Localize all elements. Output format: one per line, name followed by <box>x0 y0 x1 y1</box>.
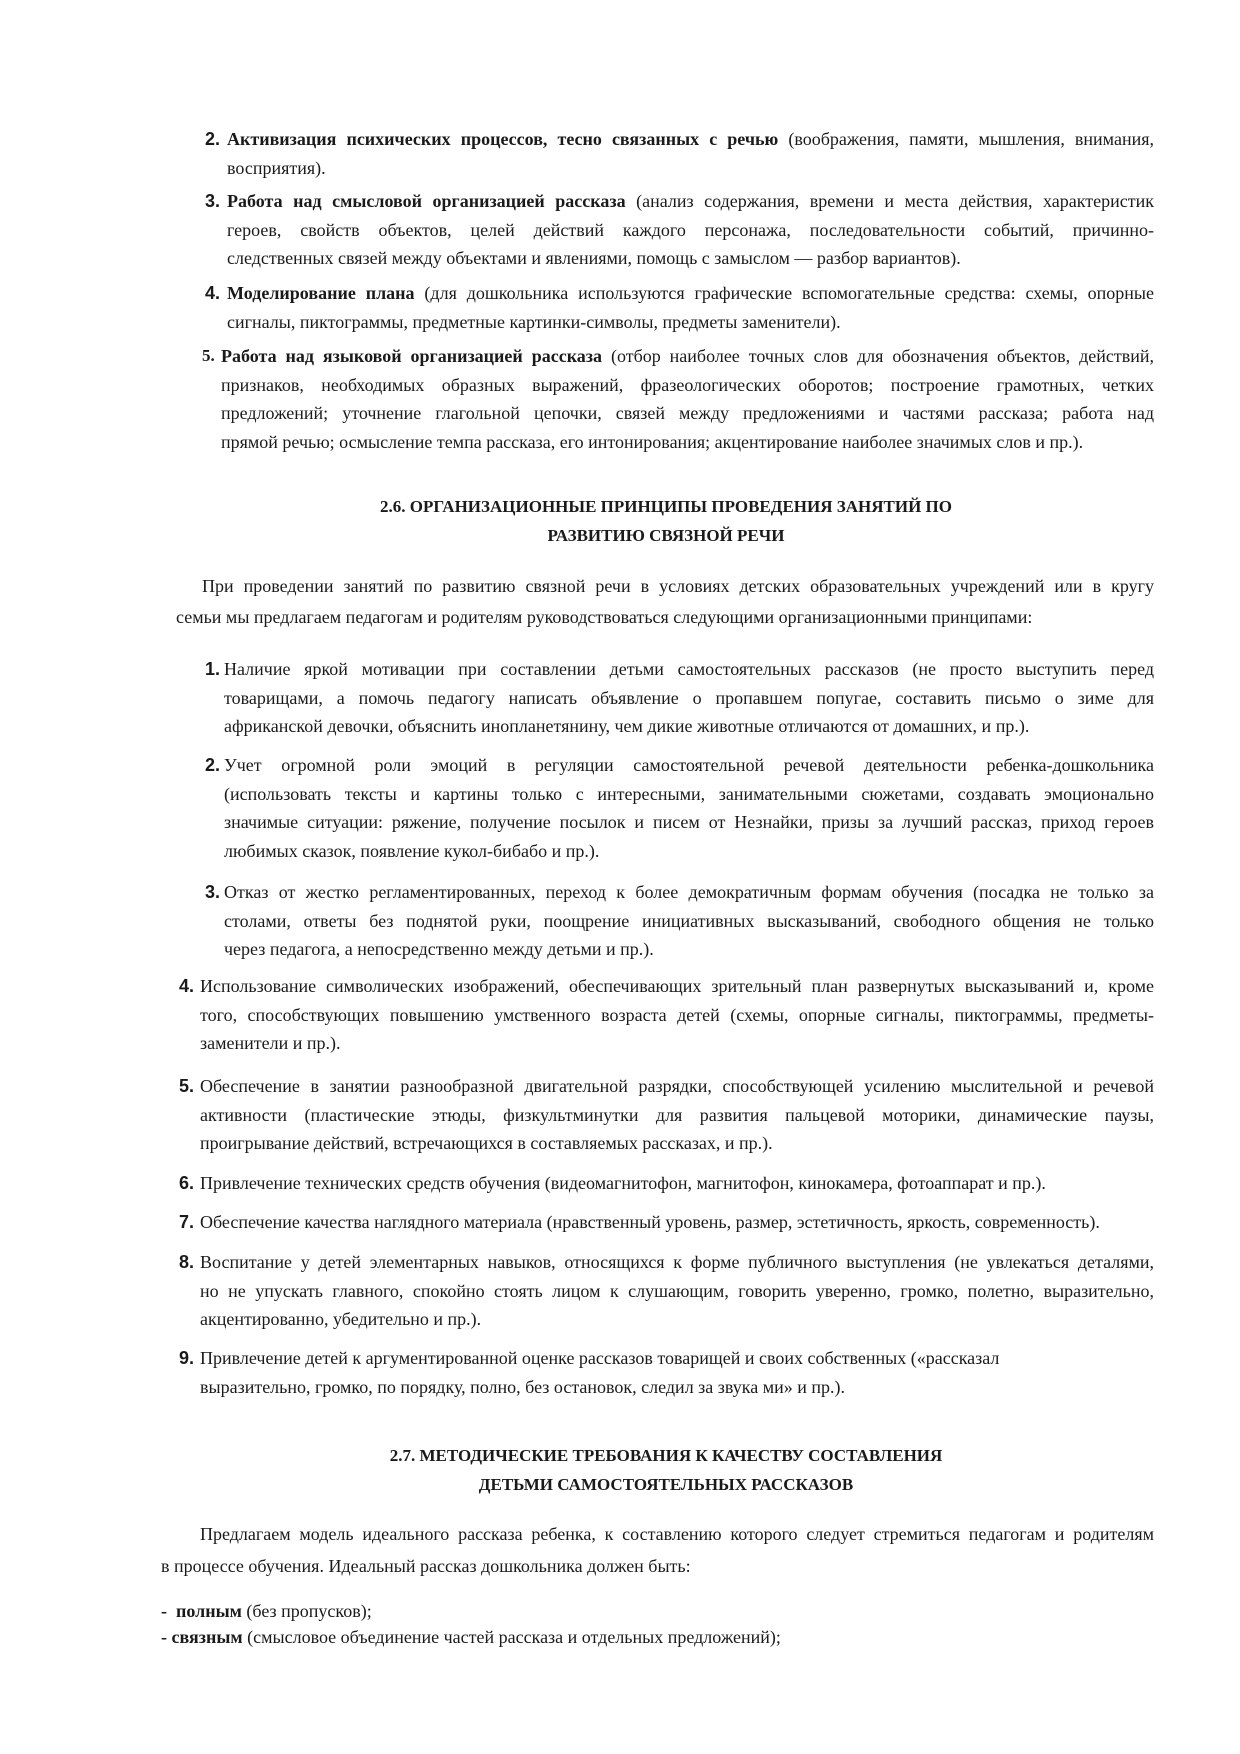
bold-lead: Моделирование плана <box>227 283 415 303</box>
text-line <box>200 1305 1154 1334</box>
list-number: 1. <box>205 659 221 679</box>
line-text: Привлечение детей к аргументированной оценке рассказов товарищей и своих собственных («рассказал <box>200 1348 1000 1368</box>
bullet-dash: - <box>161 1627 172 1647</box>
line-text: признаков, необходимых образных выражений, фразеологических оборотов; построение грамотных, четких <box>221 374 1154 395</box>
text-line <box>200 1101 1154 1130</box>
bullet-item <box>161 1623 781 1652</box>
list-number: 8. <box>179 1252 195 1272</box>
line-text: (отбор наиболее точных слов для обозначения объектов, действий, <box>602 346 1154 366</box>
line-text: Обеспечение качества наглядного материала (нравственный уровень, размер, эстетичность, яркость, современность). <box>200 1212 1100 1232</box>
text-line <box>224 878 1154 907</box>
list-number: 4. <box>205 283 221 303</box>
list-number: 3. <box>205 882 221 902</box>
text-line <box>227 244 1154 273</box>
text-line <box>224 907 1154 936</box>
list-item <box>179 972 1154 1058</box>
line-text: героев, свойств объектов, целей действий каждого персонажа, последовательности событий, причинно- <box>227 219 1154 240</box>
list-number: 9. <box>179 1348 195 1368</box>
line-text: Учет огромной роли эмоций в регуляции самостоятельной речевой деятельности ребенка-дошкольника <box>224 755 1154 775</box>
text-line <box>200 1248 1154 1277</box>
text-line <box>200 1373 1154 1402</box>
text-line <box>221 342 1154 371</box>
line-text: через педагога, а непосредственно между детьми и пр.). <box>224 939 654 959</box>
text-line <box>224 808 1154 837</box>
list-item <box>205 279 1154 336</box>
list-item <box>205 878 1154 964</box>
text-line <box>224 684 1154 713</box>
text-line <box>224 935 1154 964</box>
line-text: акцентированно, убедительно и пр.). <box>200 1309 482 1329</box>
bold-lead: Работа над языковой организацией рассказа <box>221 346 603 366</box>
list-item <box>179 1169 1154 1198</box>
list-item <box>205 187 1154 273</box>
line-text: Воспитание у детей элементарных навыков, относящихся к форме публичного выступления (не увлекаться деталями, <box>200 1252 1154 1272</box>
text-line <box>227 125 1154 154</box>
text-line <box>200 1344 1154 1373</box>
line-text: Привлечение технических средств обучения (видеомагнитофон, магнитофон, кинокамера, фотоаппарат и пр.). <box>200 1173 1046 1193</box>
list-item <box>205 751 1154 865</box>
line-text: Обеспечение в занятии разнообразной двигательной разрядки, способствующей усилению мыслительной и речевой <box>200 1076 1154 1096</box>
paragraph-line: При проведении занятий по развитию связной речи в условиях детских образовательных учреждений или в кругу <box>202 576 1154 596</box>
line-text: сигналы, пиктограммы, предметные картинки-символы, предметы заменители). <box>227 311 841 332</box>
bold-lead: Работа над смысловой организацией рассказа <box>227 191 626 211</box>
line-text: (для дошкольника используются графические вспомогательные средства: схемы, опорные <box>414 283 1154 303</box>
list-item <box>179 1344 1154 1401</box>
line-text: Отказ от жестко регламентированных, переход к более демократичным формам обучения (посадка не только за <box>224 882 1154 902</box>
list-number: 6. <box>179 1173 195 1193</box>
list-item <box>179 1208 1154 1237</box>
bullet-term: связным <box>171 1627 243 1647</box>
text-line <box>221 428 1154 457</box>
bullet-item <box>161 1597 372 1626</box>
bold-lead: Активизация психических процессов, тесно связанных с речью <box>227 129 779 149</box>
text-line <box>224 751 1154 780</box>
text-line <box>200 1072 1154 1101</box>
text-line <box>227 279 1154 308</box>
text-line <box>224 712 1154 741</box>
list-number: 2. <box>205 755 221 775</box>
line-text: Наличие яркой мотивации при составлении детьми самостоятельных рассказов (не просто выступить перед <box>224 659 1154 679</box>
bullet-text: (без пропусков); <box>241 1601 372 1621</box>
line-text: любимых сказок, появление кукол-бибабо и пр.). <box>224 840 600 861</box>
list-item <box>179 1072 1154 1158</box>
text-line <box>200 1208 1154 1237</box>
line-text: Использование символических изображений, обеспечивающих зрительный план развернутых высказываний и, кроме <box>200 976 1154 996</box>
text-line <box>200 1001 1154 1030</box>
list-number: 3. <box>205 191 221 211</box>
line-text: значимые ситуации: ряжение, получение посылок и писем от Незнайки, призы за лучший рассказ, приход героев <box>224 812 1154 832</box>
text-line <box>221 371 1154 400</box>
list-number: 2. <box>205 129 221 149</box>
text-line <box>227 308 1154 337</box>
section-heading: 2.7. МЕТОДИЧЕСКИЕ ТРЕБОВАНИЯ К КАЧЕСТВУ СОСТАВЛЕНИЯ <box>389 1446 943 1465</box>
line-text: проигрывание действий, встречающихся в составляемых рассказах, и пр.). <box>200 1133 773 1153</box>
list-item <box>205 655 1154 741</box>
text-line <box>227 187 1154 216</box>
text-line <box>227 154 1154 183</box>
line-text: (использовать тексты и картины только с интересными, занимательными сюжетами, создавать эмоционально <box>224 783 1154 804</box>
section-heading: 2.6. ОРГАНИЗАЦИОННЫЕ ПРИНЦИПЫ ПРОВЕДЕНИЯ ЗАНЯТИЙ ПО <box>379 497 952 516</box>
text-line <box>200 1129 1154 1158</box>
bullet-term: полным <box>176 1601 242 1621</box>
paragraph-line: Предлагаем модель идеального рассказа ребенка, к составлению которого следует стремиться педагогам и родителям <box>200 1524 1154 1544</box>
text-line <box>200 1277 1154 1306</box>
text-line <box>200 1169 1154 1198</box>
line-text: но не упускать главного, спокойно стоять лицом к слушающим, говорить уверенно, громко, полетно, выразительно, <box>200 1280 1154 1301</box>
list-item <box>179 1248 1154 1334</box>
text-line <box>200 972 1154 1001</box>
text-line <box>224 655 1154 684</box>
line-text: африканской девочки, объяснить инопланетянину, чем дикие животные отличаются от домашних, и пр.). <box>224 716 1030 736</box>
line-text: следственных связей между объектами и явлениями, помощь с замыслом — разбор вариантов). <box>227 248 961 268</box>
paragraph-line: семьи мы предлагаем педагогам и родителям руководствоваться следующими организационными принципами: <box>176 607 1033 627</box>
line-text: того, способствующих повышению умственного возраста детей (схемы, опорные сигналы, пиктограммы, предметы- <box>200 1004 1154 1025</box>
list-number: 4. <box>179 976 195 996</box>
line-text: прямой речью; осмысление темпа рассказа, его интонирования; акцентирование наиболее значимых слов и пр.). <box>221 431 1084 452</box>
line-text: товарищами, а помочь педагогу написать объявление о пропавшем попугае, составить письмо о зиме для <box>224 687 1154 708</box>
line-text: активности (пластические этюды, физкультминутки для развития пальцевой моторики, динамические паузы, <box>200 1104 1154 1125</box>
line-text: (воображения, памяти, мышления, внимания, <box>778 129 1154 149</box>
text-line <box>224 837 1154 866</box>
line-text: восприятия). <box>227 157 326 178</box>
list-number: 5. <box>179 1076 195 1096</box>
text-line <box>224 780 1154 809</box>
text-line <box>227 216 1154 245</box>
bullet-text: (смысловое объединение частей рассказа и отдельных предложений); <box>242 1627 781 1647</box>
bullet-dash: - <box>161 1601 176 1621</box>
list-number: 7. <box>179 1212 195 1232</box>
line-text: столами, ответы без поднятой руки, поощрение инициативных высказываний, свободного общения не только <box>224 910 1154 931</box>
list-item <box>202 342 1154 456</box>
line-text: предложений; уточнение глагольной цепочки, связей между предложениями и частями рассказа; работа над <box>221 403 1154 423</box>
line-text: выразительно, громко, по порядку, полно, без остановок, следил за звука ми» и пр.). <box>200 1376 846 1397</box>
list-number: 5. <box>202 346 215 365</box>
list-item <box>205 125 1154 182</box>
line-text: заменители и пр.). <box>200 1033 341 1053</box>
section-heading: ДЕТЬМИ САМОСТОЯТЕЛЬНЫХ РАССКАЗОВ <box>478 1475 854 1494</box>
paragraph-line: в процессе обучения. Идеальный рассказ дошкольника должен быть: <box>161 1556 691 1576</box>
text-line <box>221 399 1154 428</box>
text-line <box>200 1029 1154 1058</box>
line-text: (анализ содержания, времени и места действия, характеристик <box>625 191 1154 211</box>
section-heading: РАЗВИТИЮ СВЯЗНОЙ РЕЧИ <box>547 526 785 545</box>
